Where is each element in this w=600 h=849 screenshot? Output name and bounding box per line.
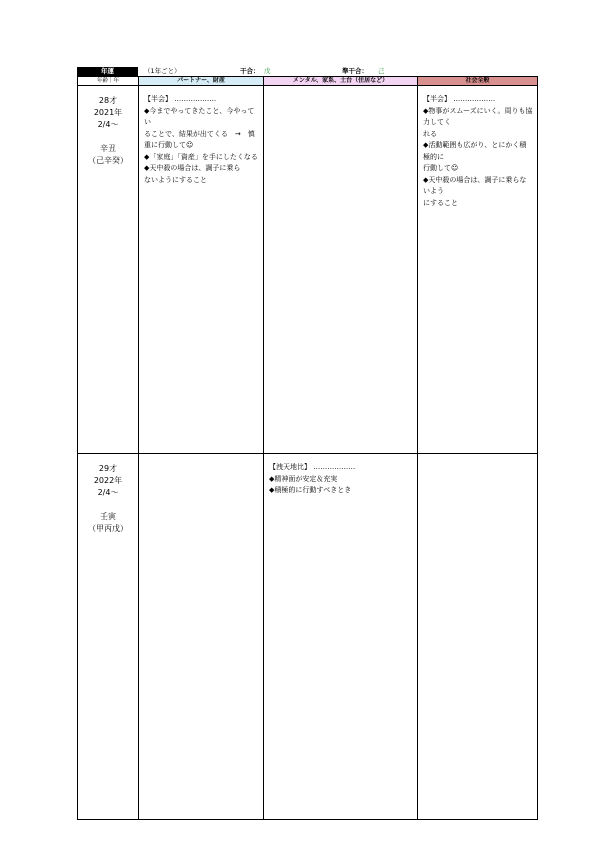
mental-cell [264, 86, 418, 454]
kango-value: 戊 [264, 67, 271, 75]
age: 29才 [98, 464, 118, 473]
year-row [78, 454, 538, 820]
note-line: ◆積極的に行動すべきとき [269, 486, 352, 494]
note-line: 【半会】 ……………… [144, 95, 217, 103]
note-line: 行動して☺ [423, 164, 459, 172]
partner-cell [139, 86, 264, 454]
fortune-table [77, 76, 538, 820]
note-line: ◆活動範囲も広がり、とにかく積極的に [423, 141, 527, 161]
kango-label: 干合： [240, 67, 260, 75]
note-line: ◆「家庭」「資産」を手にしたくなる [144, 152, 258, 161]
social-cell [418, 86, 538, 454]
zokan: （己辛癸） [88, 156, 128, 165]
social-cell [418, 454, 538, 820]
note-line: ◆天中殺の場合は、調子に乗ら [144, 164, 241, 172]
year-row [78, 86, 538, 454]
kanshi: 辛丑 [100, 144, 116, 153]
note-line: れる [423, 129, 437, 138]
age: 28才 [98, 96, 118, 105]
nenun-note: （1年ごと） [144, 67, 181, 75]
note-line: 【洩天地比】 ……………… [269, 463, 356, 471]
mental-cell [264, 454, 418, 820]
column-header-partner: パートナー、財産 [139, 77, 264, 86]
zokan: （甲丙戊） [88, 524, 128, 533]
note-line: ◆今までやってきたこと、今やってい [144, 106, 255, 126]
nenun-label: 年運 [77, 67, 138, 76]
note-line: ◆物事がスムーズにいく。周りも協力してく [423, 106, 533, 126]
note-line: 重に行動して☺ [144, 141, 194, 149]
junkango-value: 己 [378, 67, 385, 75]
column-header-row [78, 77, 538, 86]
fortune-sheet [77, 67, 537, 820]
sheet-header [77, 67, 537, 76]
note-line: にすること [423, 198, 458, 207]
column-header-mental: メンタル、家系、土台（住居など） [264, 77, 418, 86]
column-header-social: 社会全般 [418, 77, 538, 86]
start-date: 2/4～ [97, 488, 119, 497]
note-line: ◆精神面が安定＆充実 [269, 474, 338, 483]
age-year-cell [78, 454, 139, 820]
year: 2021年 [93, 108, 123, 117]
note-line: ◆天中殺の場合は、調子に乗らないよう [423, 175, 527, 195]
note-line: 【半会】 ……………… [423, 95, 496, 103]
start-date: 2/4～ [97, 120, 119, 129]
kanshi: 壬寅 [100, 512, 116, 521]
year: 2022年 [93, 476, 123, 485]
age-year-cell [78, 86, 139, 454]
junkango-label: 準干合： [342, 67, 368, 75]
partner-cell [139, 454, 264, 820]
note-line: ないようにすること [144, 175, 207, 184]
note-line: ることで、結果が出てくる → 慎 [144, 129, 255, 138]
column-header-age-year: 年齢｜年 [78, 77, 139, 86]
